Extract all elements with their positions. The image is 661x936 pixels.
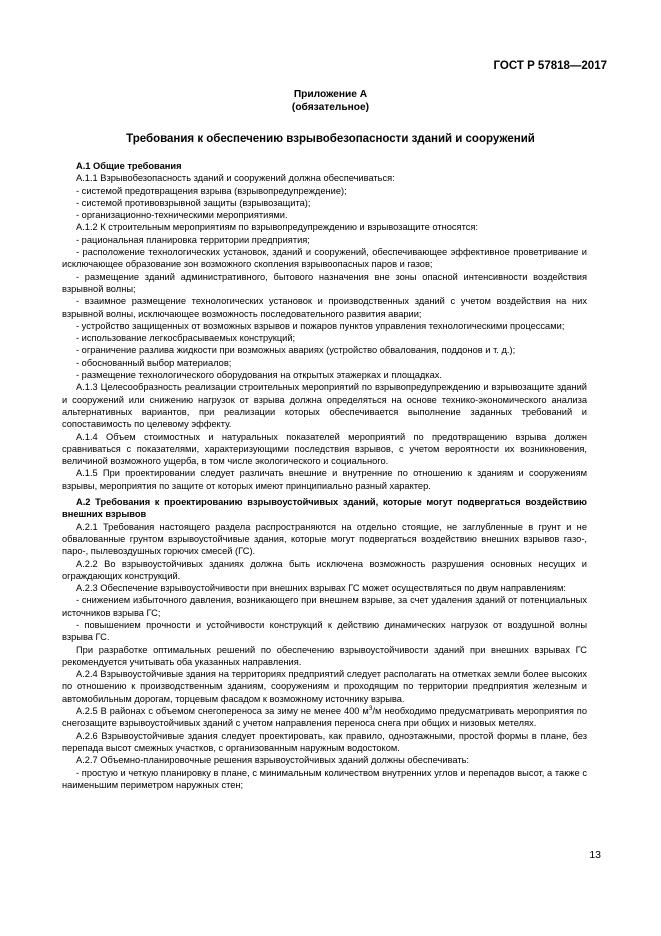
section-heading-a2: А.2 Требования к проектированию взрывоустойчивых зданий, которые могут подвергаться воздействию внешних взрывов — [62, 497, 587, 520]
list-item: - организационно-техническими мероприятиями. — [76, 210, 288, 221]
paragraph-a2-5 — [62, 705, 587, 730]
superscript-3: 3 — [368, 704, 373, 712]
paragraph-a2-2: А.2.2 Во взрывоустойчивых зданиях должна быть исключена возможность разрушения основных несущих и ограждающих конструкций. — [62, 558, 587, 581]
paragraph-a1-2: А.1.2 К строительным мероприятиям по взрывопредупреждению и взрывозащите относятся: — [76, 222, 478, 233]
annex-subtitle: (обязательное) — [291, 102, 370, 113]
list-item: - системой противовзрывной защиты (взрывозащита); — [76, 197, 311, 208]
list-item: - взаимное размещение технологических установок и производственных зданий с учетом воздействия на них взрывной волны, исключающее возможность последовательного развития аварии; — [62, 296, 587, 319]
document-title: Требования к обеспечению взрывобезопасности зданий и сооружений — [126, 133, 535, 145]
paragraph-a2-5-text-end: /м необходимо предусматривать мероприятия по снегозащите взрывоустойчивых зданий с учетом направления переноса снега при общих и низовых метелях. — [62, 706, 587, 729]
list-item: - системой предотвращения взрыва (взрывопредупреждение); — [76, 185, 347, 196]
standard-code: ГОСТ Р 57818—2017 — [493, 60, 607, 72]
list-item: - размещение технологического оборудования на открытых этажерках и площадках. — [76, 370, 442, 381]
paragraph-a2-7: А.2.7 Объемно-планировочные решения взрывоустойчивых зданий должны обеспечивать: — [76, 755, 470, 766]
paragraph-a1-4: А.1.4 Объем стоимостных и натуральных показателей мероприятий по предотвращению взрыва должен сравниваться с показателями, характеризующими последствия взрывов, с учетом вероятности их возникновения, величиной возможного ущерба, в том числе экологического и социального. — [62, 431, 587, 467]
list-item: - использование легкосбрасываемых конструкций; — [76, 333, 296, 344]
list-item: - расположение технологических установок, зданий и сооружений, обеспечивающее эффективное проветривание и исключающее образование зон возможного скопления взрывоопасных паров и газов; — [62, 247, 587, 270]
paragraph-a1-5: А.1.5 При проектировании следует различать внешние и внутренние по отношению к зданиям и сооружениям взрывы, мероприятия по защите от которых имеют принципиально разный характер. — [62, 468, 587, 491]
list-item: - обоснованный выбор материалов; — [76, 357, 232, 368]
list-item: - снижением избыточного давления, возникающего при внешнем взрыве, за счет удаления зданий от потенциальных источников взрыва ГС; — [62, 595, 587, 618]
paragraph-a2-3b: При разработке оптимальных решений по обеспечению взрывоустойчивости зданий при внешних взрывах ГС рекомендуется учитывать оба указанных направления. — [62, 644, 587, 667]
paragraph-a2-3: А.2.3 Обеспечение взрывоустойчивости при внешних взрывах ГС может осуществляться по двум направлениям: — [76, 583, 567, 594]
list-item: - рациональная планировка территории предприятия; — [76, 234, 310, 245]
paragraph-a2-5-text: А.2.5 В районах с объемом снегопереноса за зиму не менее 400 м — [76, 706, 369, 717]
annex-title: Приложение А — [293, 89, 368, 100]
list-item: - устройство защищенных от возможных взрывов и пожаров пунктов управления технологическими процессами; — [76, 320, 565, 331]
list-item: - простую и четкую планировку в плане, с минимальным количеством внутренних углов и перепадов высот, а также с наименьшим периметром наружных стен; — [62, 767, 587, 790]
paragraph-a2-4: А.2.4 Взрывоустойчивые здания на территориях предприятий следует располагать на отметках земли более высоких по отношению к производственным зданиям, сооружениям и проходящим по территории предприятия железным и автомобильным дорогам, торцевым фасадом к возможному источнику взрыва. — [62, 669, 587, 704]
list-item: - ограничение разлива жидкости при возможных авариях (устройство обвалования, поддонов и т. д.); — [76, 345, 516, 356]
section-heading-a1: А.1 Общие требования — [76, 161, 182, 171]
list-item: - размещение зданий административного, бытового назначения вне зоны опасной интенсивности воздействия взрывной волны; — [62, 271, 587, 294]
document-body — [62, 160, 587, 791]
paragraph-a1-1: А.1.1 Взрывобезопасность зданий и сооружений должна обеспечиваться: — [76, 173, 395, 184]
paragraph-a1-3: А.1.3 Целесообразность реализации строительных мероприятий по взрывопредупреждению и взрывозащите зданий и сооружений или снижению нагрузок от взрыва должна определяться на основе технико-экономического анализа альтернативных вариантов, при реализации которых обеспечивается выполнение заданных требований и сопоставимость по целевому эффекту. — [62, 382, 587, 430]
paragraph-a2-6: А.2.6 Взрывоустойчивые здания следует проектировать, как правило, одноэтажными, простой формы в плане, без перепада высот смежных участков, с организованным наружным водостоком. — [62, 730, 587, 753]
paragraph-a2-1: А.2.1 Требования настоящего раздела распространяются на отдельно стоящие, не заглубленные в грунт и не обвалованные грунтом взрывоустойчивые здания, которые могут подвергаться воздействию внешних взрывов газо-, паро-, пылевоздушных горючих смесей (ГС). — [62, 521, 587, 557]
page-number: 13 — [589, 849, 601, 861]
annex-title-block — [0, 88, 661, 114]
list-item: - повышением прочности и устойчивости конструкций к действию динамических нагрузок от воздушной волны взрыва ГС. — [62, 619, 587, 643]
